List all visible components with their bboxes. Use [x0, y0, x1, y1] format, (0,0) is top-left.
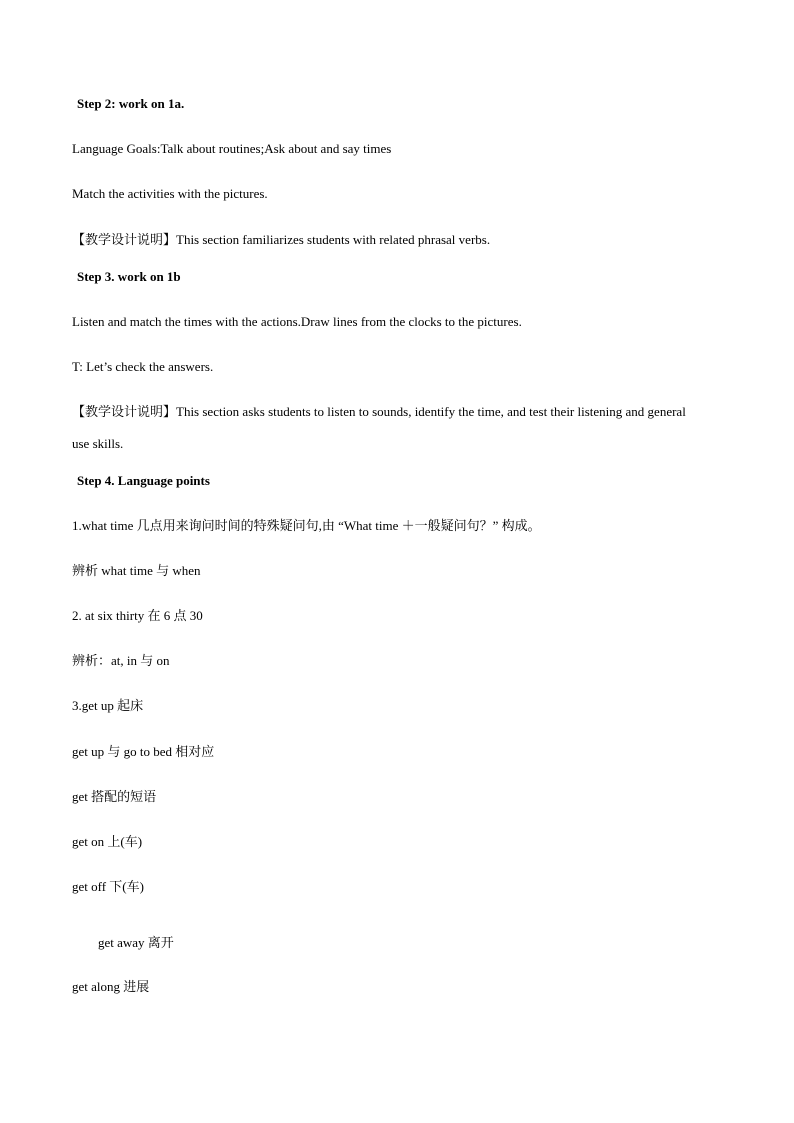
language-point-2-analysis: 辨析：at, in 与 on	[72, 653, 170, 668]
get-away-phrase: get away 离开	[98, 935, 174, 950]
language-point-2: 2. at six thirty 在 6 点 30	[72, 608, 203, 623]
listen-match-text: Listen and match the times with the actions.Draw lines from the clocks to the pictures.	[72, 314, 522, 329]
design-note-2: 【教学设计说明】This section asks students to listen to sounds, identify the time, and test their listening and general	[72, 404, 686, 419]
match-activities-text: Match the activities with the pictures.	[72, 186, 268, 201]
get-up-go-to-bed: get up 与 go to bed 相对应	[72, 744, 215, 759]
step-4-heading: Step 4. Language points	[77, 473, 210, 488]
get-on-phrase: get on 上(车)	[72, 834, 143, 849]
language-point-1: 1.what time 几点用来询问时间的特殊疑问句,由 “What time ＋一般疑问句？” 构成。	[72, 518, 541, 533]
get-along-phrase: get along 进展	[72, 979, 150, 994]
design-note-1: 【教学设计说明】This section familiarizes students with related phrasal verbs.	[72, 232, 491, 247]
check-answers-text: T: Let’s check the answers.	[72, 359, 214, 374]
language-goals-text: Language Goals:Talk about routines;Ask about and say times	[72, 141, 392, 156]
get-off-phrase: get off 下(车)	[72, 879, 144, 894]
design-note-2-continued: use skills.	[72, 436, 124, 451]
step-2-heading: Step 2: work on 1a.	[77, 96, 185, 111]
language-point-1-analysis: 辨析 what time 与 when	[72, 563, 201, 578]
language-point-3: 3.get up 起床	[72, 698, 144, 713]
step-3-heading: Step 3. work on 1b	[77, 269, 181, 284]
get-phrases-heading: get 搭配的短语	[72, 789, 157, 804]
